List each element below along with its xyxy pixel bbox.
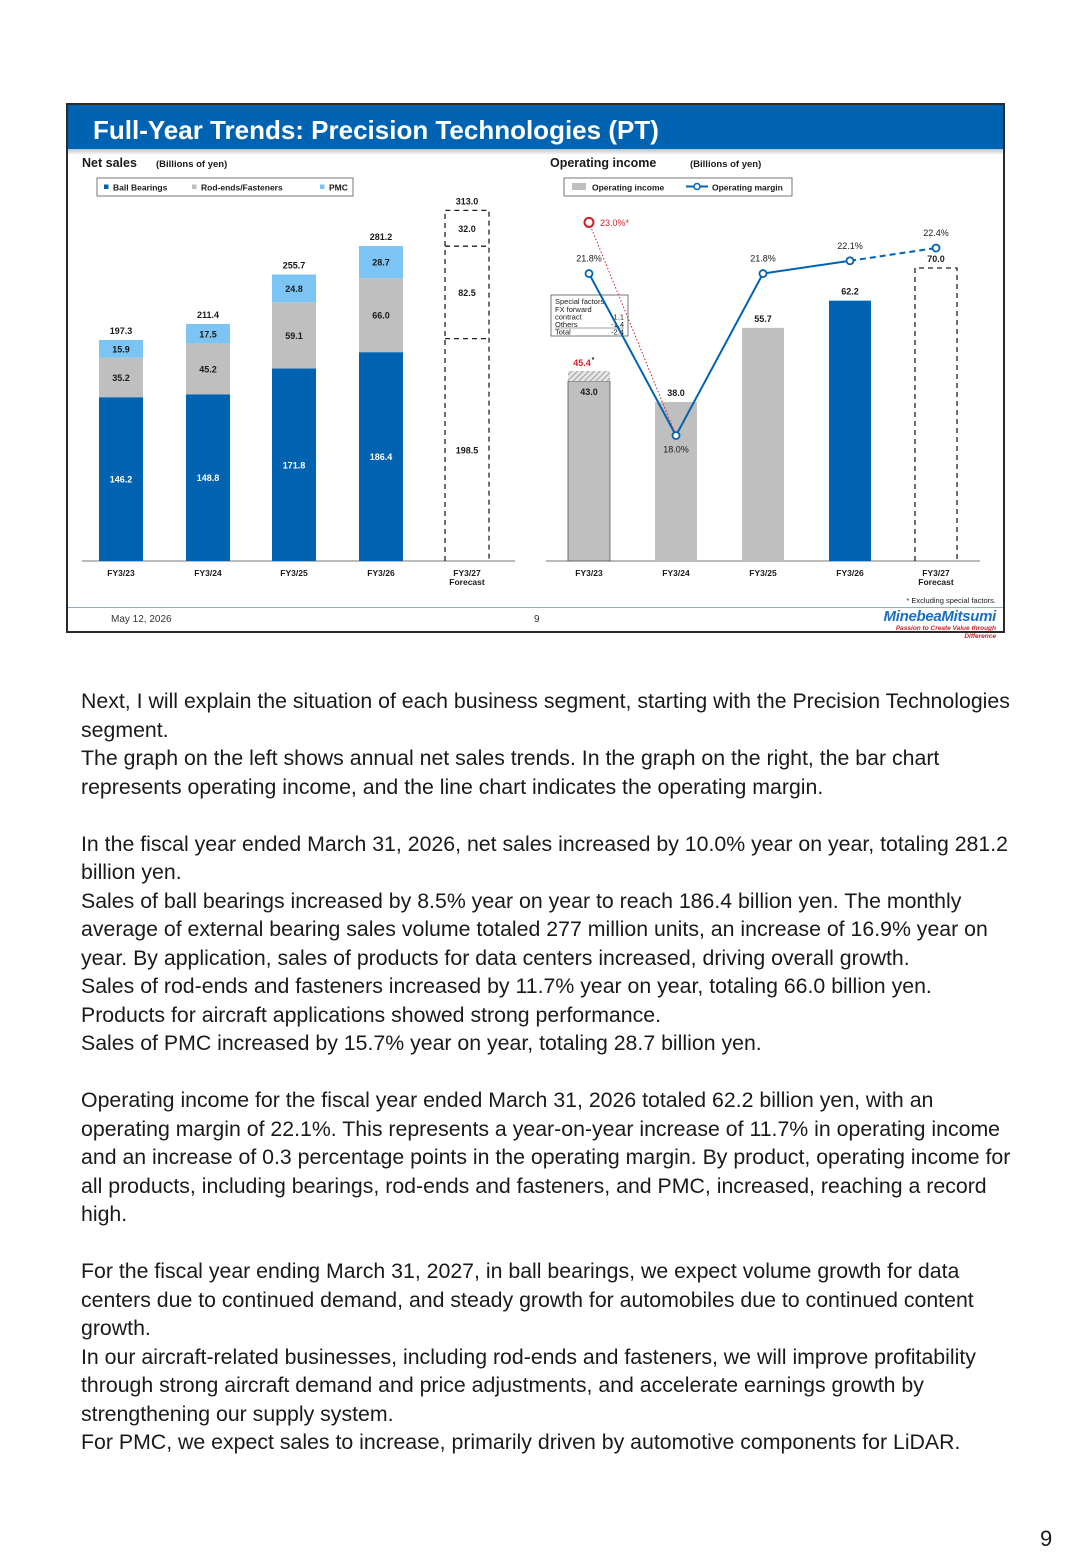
logo-tagline: Passion to Create Value through Difference xyxy=(895,625,996,640)
notes-paragraph: For PMC, we expect sales to increase, primarily driven by automotive components for LiDAR. xyxy=(81,1430,961,1454)
legend-swatch xyxy=(104,185,109,190)
legend-label: Rod-ends/Fasteners xyxy=(201,182,283,193)
legend-marker xyxy=(694,184,700,190)
slide-date: May 12, 2026 xyxy=(111,614,172,625)
forecast-bar-outline xyxy=(915,268,957,561)
bar-total-label: 211.4 xyxy=(196,310,220,321)
bar-value-label: 59.1 xyxy=(285,330,303,341)
category-label: FY3/23 xyxy=(575,568,603,578)
notes-spacer xyxy=(81,1058,1011,1087)
category-label: FY3/27 xyxy=(922,568,950,578)
bar-value-label: 198.5 xyxy=(455,445,479,456)
notes-paragraph: Sales of ball bearings increased by 8.5% year on year to reach 186.4 billion yen. The monthly average of external bearing sales volume totaled 277 million units, an increase of 16.9% year on year. By application, sales of products for data centers increased, driving overall growth. xyxy=(81,888,988,970)
category-sublabel: Forecast xyxy=(918,577,954,587)
legend-swatch xyxy=(320,185,325,190)
bar-value-label: 70.0 xyxy=(927,254,945,264)
special-margin-label: 23.0%* xyxy=(600,217,630,228)
legend-label: Operating income xyxy=(592,182,665,193)
operating-income-title: Operating income xyxy=(550,156,657,170)
margin-point xyxy=(673,432,680,439)
bar xyxy=(655,402,697,561)
notes-spacer xyxy=(81,1229,1011,1258)
special-factors-row-value: -1.1 xyxy=(611,312,624,322)
category-label: FY3/26 xyxy=(367,568,395,578)
margin-value-label: 21.8% xyxy=(750,253,776,264)
notes-paragraph: Sales of PMC increased by 15.7% year on year, totaling 28.7 billion yen. xyxy=(81,1031,762,1055)
asterisk: * xyxy=(591,356,595,364)
bar xyxy=(829,301,871,561)
logo-name: MinebeaMitsumi xyxy=(883,608,996,625)
bar-value-label: 148.8 xyxy=(196,473,220,484)
category-label: FY3/24 xyxy=(662,568,690,578)
speaker-notes xyxy=(81,687,1011,1457)
category-label: FY3/27 xyxy=(453,568,481,578)
bar-value-label: 24.8 xyxy=(285,283,303,294)
net-sales-chart xyxy=(82,156,515,587)
margin-line-forecast xyxy=(850,248,936,261)
bar-total-label: 313.0 xyxy=(455,196,479,207)
margin-value-label: 21.8% xyxy=(576,253,602,264)
margin-point xyxy=(847,257,854,264)
company-logo xyxy=(864,609,996,641)
margin-point xyxy=(760,270,767,277)
margin-value-label: 18.0% xyxy=(663,444,689,455)
category-label: FY3/24 xyxy=(194,568,222,578)
charts-canvas xyxy=(68,105,1003,605)
special-factor-hatch xyxy=(568,371,610,381)
bar-value-label: 55.7 xyxy=(754,313,772,324)
margin-value-label: 22.4% xyxy=(923,228,949,238)
legend-label: Ball Bearings xyxy=(113,182,168,193)
special-margin-marker xyxy=(585,218,594,227)
operating-income-chart xyxy=(546,156,996,605)
slide-footer-divider xyxy=(68,607,1003,608)
bar-value-label: 82.5 xyxy=(458,287,476,298)
notes-spacer xyxy=(81,801,1011,830)
slide-title: Full-Year Trends: Precision Technologies (PT) xyxy=(93,115,659,145)
category-label: FY3/26 xyxy=(836,568,864,578)
notes-paragraph: Next, I will explain the situation of each business segment, starting with the Precision Technologies segment. xyxy=(81,689,1010,742)
bar-value-label: 171.8 xyxy=(282,460,306,471)
bar-total-label: 197.3 xyxy=(109,325,133,336)
special-factors-row-label: Total xyxy=(555,327,571,337)
bar-value-label: 38.0 xyxy=(667,387,685,398)
category-label: FY3/23 xyxy=(107,568,135,578)
special-factors-title: Special factors xyxy=(555,297,605,306)
bar-value-label: 32.0 xyxy=(458,223,476,234)
net-sales-unit: (Billions of yen) xyxy=(156,159,228,170)
bar xyxy=(742,328,784,561)
category-sublabel: Forecast xyxy=(449,577,485,587)
special-adjusted-label: 45.4 xyxy=(573,357,591,368)
operating-income-unit: (Billions of yen) xyxy=(690,159,762,170)
legend-swatch xyxy=(572,183,586,190)
slide-page-number: 9 xyxy=(534,614,540,625)
margin-point xyxy=(933,245,940,252)
notes-paragraph: In our aircraft-related businesses, including rod-ends and fasteners, we will improve profitability through strong aircraft demand and price adjustments, and accelerate earnings growth by strengthening our supply system. xyxy=(81,1344,976,1426)
bar-total-label: 281.2 xyxy=(369,232,393,243)
bar-value-label: 17.5 xyxy=(199,329,217,340)
notes-paragraph: For the fiscal year ending March 31, 2027, in ball bearings, we expect volume growth for data centers due to continued demand, and steady growth for automobiles due to continued content growth. xyxy=(81,1259,974,1340)
legend-label: PMC xyxy=(329,182,348,193)
special-factors-row-label: FX forward xyxy=(555,305,592,314)
bar-value-label: 45.2 xyxy=(199,364,217,375)
bar-value-label: 15.9 xyxy=(112,344,130,355)
notes-paragraph: Operating income for the fiscal year ended March 31, 2026 totaled 62.2 billion yen, with an operating margin of 22.1%. This represents a year-on-year increase of 11.7% in operating income and an increase of 0.3 percentage points in the operating margin. By product, operating income for all products, including bearings, rod-ends and fasteners, and PMC, increased, reaching a record high. xyxy=(81,1088,1011,1226)
slide xyxy=(66,103,1005,640)
bar-value-label: 43.0 xyxy=(580,387,598,398)
notes-paragraph: Sales of rod-ends and fasteners increased by 11.7% year on year, totaling 66.0 billion yen. Products for aircraft applications showed strong performance. xyxy=(81,974,932,1027)
notes-paragraph: The graph on the left shows annual net sales trends. In the graph on the right, the bar chart represents operating income, and the line chart indicates the operating margin. xyxy=(81,746,940,799)
forecast-bar-outline xyxy=(445,210,489,561)
legend-swatch xyxy=(192,185,197,190)
page-number: 9 xyxy=(1040,1526,1053,1551)
notes-paragraph: In the fiscal year ended March 31, 2026, net sales increased by 10.0% year on year, totaling 281.2 billion yen. xyxy=(81,831,1008,884)
bar-value-label: 35.2 xyxy=(112,372,130,383)
special-factors-row-label: Others xyxy=(555,320,578,329)
category-label: FY3/25 xyxy=(280,568,308,578)
net-sales-title: Net sales xyxy=(82,156,137,170)
footnote: * Excluding special factors. xyxy=(906,596,996,605)
margin-line xyxy=(589,261,850,436)
legend-label: Operating margin xyxy=(712,182,783,193)
bar-value-label: 146.2 xyxy=(109,474,133,485)
margin-point xyxy=(586,270,593,277)
bar-value-label: 186.4 xyxy=(369,452,393,463)
bar-value-label: 62.2 xyxy=(841,286,859,297)
margin-value-label: 22.1% xyxy=(837,240,863,251)
special-factors-row-label: contract xyxy=(555,312,582,322)
category-label: FY3/25 xyxy=(749,568,777,578)
special-factors-row-value: -1.4 xyxy=(611,320,624,329)
special-factors-row-value: -2.4 xyxy=(611,327,624,337)
bar xyxy=(568,381,610,561)
bar-value-label: 66.0 xyxy=(372,310,390,321)
bar-total-label: 255.7 xyxy=(282,260,306,271)
bar-value-label: 28.7 xyxy=(372,257,390,268)
